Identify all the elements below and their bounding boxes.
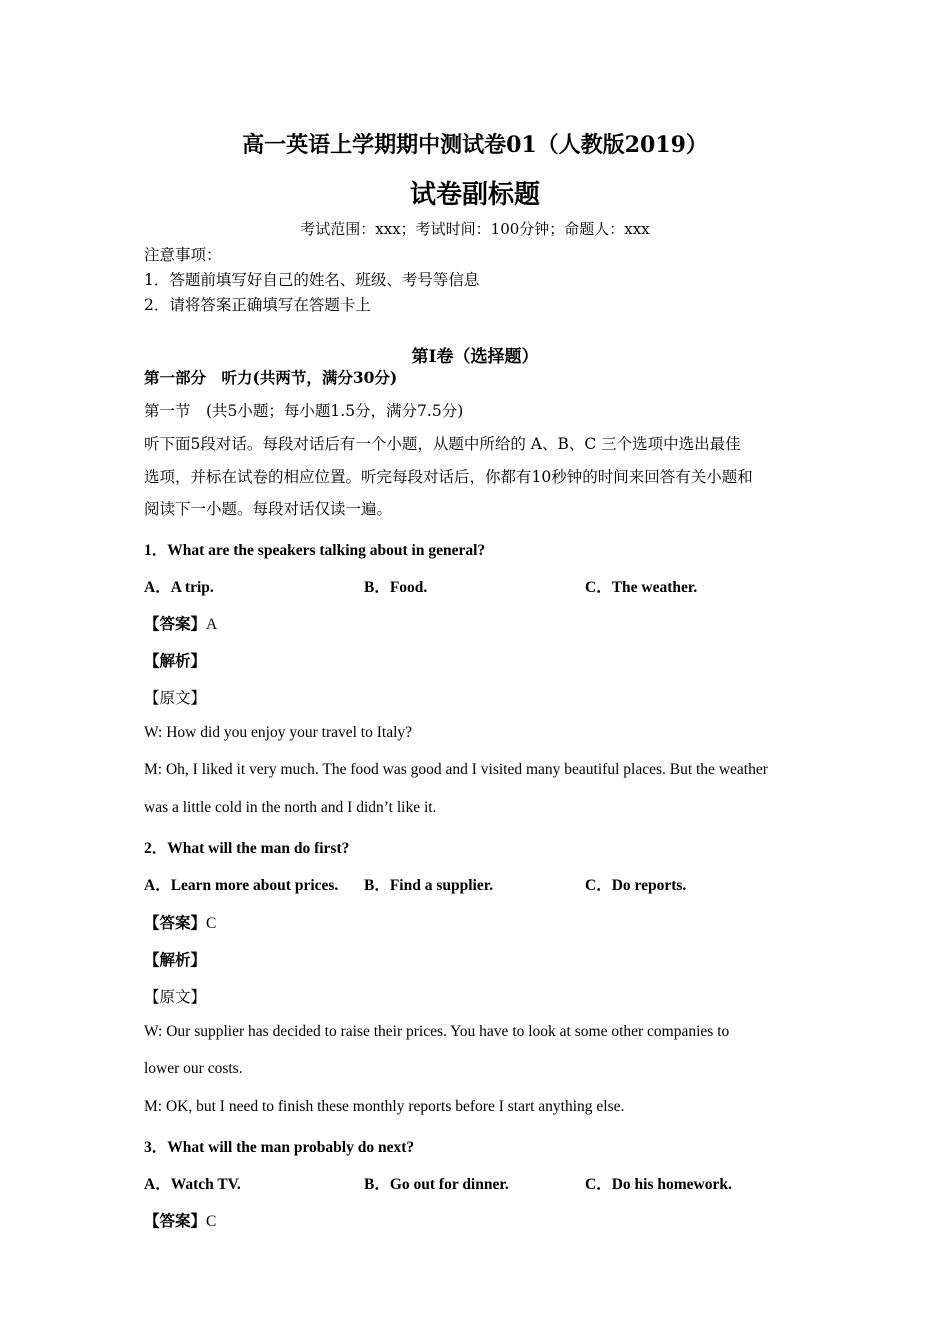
question-stem: 3．What will the man probably do next? [144, 1139, 415, 1156]
answer-line [144, 612, 217, 634]
notice-item: 2．请将答案正确填写在答题卡上 [144, 296, 371, 314]
answer-label: 【答案】 [144, 1211, 207, 1230]
answer-line [144, 1209, 216, 1231]
answer-label: 【答案】 [144, 913, 207, 932]
exam-title: 高一英语上学期期中测试卷01（人教版2019） [242, 132, 708, 158]
answer-value: C [206, 915, 217, 932]
option-b: B．Find a supplier. [364, 877, 494, 894]
option-a: A．A trip. [144, 579, 214, 596]
option-c: C．Do his homework. [585, 1176, 732, 1193]
analysis-label: 【解析】 [144, 950, 207, 969]
option-a: A．Watch TV. [144, 1176, 241, 1193]
section-title: 第I卷（选择题） [411, 347, 539, 367]
analysis-label: 【解析】 [144, 651, 207, 670]
transcript-line: M: OK, but I need to finish these monthly reports before I start anything else. [144, 1098, 625, 1115]
option-a: A．Learn more about prices. [144, 877, 339, 894]
question-stem: 2．What will the man do first? [144, 840, 350, 857]
part-heading: 第一部分 听力(共两节，满分30分) [144, 368, 398, 387]
original-label: 【原文】 [144, 988, 207, 1006]
answer-line [144, 911, 216, 933]
original-label: 【原文】 [144, 689, 207, 707]
answer-value: C [206, 1213, 217, 1230]
question-stem: 1．What are the speakers talking about in general? [144, 542, 486, 559]
option-b: B．Go out for dinner. [364, 1176, 509, 1193]
answer-value: A [206, 616, 218, 633]
notice-item: 1．答题前填写好自己的姓名、班级、考号等信息 [144, 271, 480, 289]
transcript-line: W: How did you enjoy your travel to Italy? [144, 724, 413, 741]
notice-heading: 注意事项： [144, 246, 222, 264]
transcript-line: W: Our supplier has decided to raise their prices. You have to look at some other companies to [144, 1023, 730, 1040]
option-b: B．Food. [364, 579, 428, 596]
transcript-line: lower our costs. [144, 1060, 243, 1077]
option-c: C．The weather. [585, 579, 698, 596]
exam-meta: 考试范围：xxx；考试时间：100分钟；命题人：xxx [300, 220, 650, 238]
answer-label: 【答案】 [144, 614, 207, 633]
transcript-line: was a little cold in the north and I didn’t like it. [144, 799, 437, 816]
transcript-line: M: Oh, I liked it very much. The food was good and I visited many beautiful places. But the weather [144, 761, 768, 778]
exam-subtitle: 试卷副标题 [409, 180, 540, 210]
instruction-line: 选项，并标在试卷的相应位置。听完每段对话后，你都有10秒钟的时间来回答有关小题和 [144, 468, 753, 486]
subsection-heading: 第一节 (共5小题；每小题1.5分，满分7.5分) [144, 402, 464, 420]
instruction-line: 听下面5段对话。每段对话后有一个小题，从题中所给的 A、B、C 三个选项中选出最佳 [144, 435, 741, 453]
option-c: C．Do reports. [585, 877, 687, 894]
instruction-line: 阅读下一小题。每段对话仅读一遍。 [144, 500, 393, 518]
